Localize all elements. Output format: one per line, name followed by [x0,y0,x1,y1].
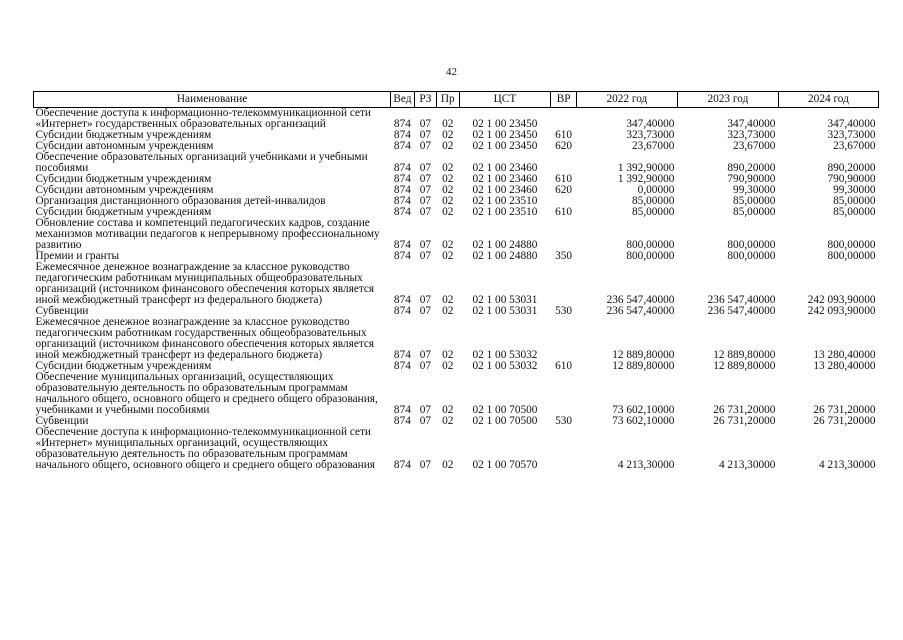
row-rz: 07 [419,162,431,174]
row-ved: 874 [393,206,411,218]
row-name: Обеспечение доступа к информационно-телекоммуникационной сети «Интернет» государственных образовательных организаций [35,107,371,130]
row-2023: 236 547,40000 [707,305,776,317]
row-pr: 02 [442,360,454,372]
row-rz: 07 [419,250,431,262]
row-vr: 610 [555,206,573,218]
row-2024: 23,67000 [833,140,876,152]
row-cst: 02 1 00 53031 [472,294,538,306]
row-rz: 07 [419,118,431,130]
header-ved: Вед [391,92,414,108]
row-rz: 07 [419,129,431,141]
row-rz: 07 [419,294,431,306]
row-vr [551,218,577,251]
row-2024: 890,20000 [827,162,876,174]
header-name: Наименование [34,92,391,108]
row-2022: 800,00000 [626,250,675,262]
row-name: Субсидии бюджетным учреждениям [35,173,212,185]
row-vr: 620 [555,140,573,152]
row-name: Обеспечение муниципальных организаций, осуществляющих образовательную деятельность по образовательным программам начального общего, основного общего и среднего общего образования, учебниками и учебными пособиями [35,371,378,416]
row-pr: 02 [442,173,454,185]
table-row [34,152,879,174]
row-cst: 02 1 00 53032 [472,360,538,372]
header-2024: 2024 год [778,92,878,108]
row-ved: 874 [393,305,411,317]
row-cst: 02 1 00 24880 [472,239,538,251]
row-name: Субвенции [35,305,89,317]
row-ved: 874 [393,173,411,185]
budget-table [33,91,879,471]
row-rz: 07 [419,415,431,427]
row-cst: 02 1 00 53031 [472,305,538,317]
header-2022: 2022 год [576,92,677,108]
row-ved: 874 [393,129,411,141]
table-body [34,108,879,472]
row-2023: 12 889,80000 [713,349,776,361]
row-2022: 23,67000 [632,140,675,152]
row-pr: 02 [442,206,454,218]
row-rz: 07 [419,173,431,185]
table-row [34,218,879,251]
row-2024: 85,00000 [833,206,876,218]
row-2022: 236 547,40000 [606,305,675,317]
row-2023: 12 889,80000 [713,360,776,372]
row-vr [551,317,577,361]
row-2024: 4 213,30000 [819,459,876,471]
row-2024: 800,00000 [827,250,876,262]
header-vr: ВР [551,92,577,108]
row-2024: 323,73000 [827,129,876,141]
row-cst: 02 1 00 23450 [472,118,538,130]
row-name: Обеспечение образовательных организаций учебниками и учебными пособиями [35,151,368,174]
row-rz: 07 [419,459,431,471]
row-2022: 1 392,90000 [617,162,675,174]
row-2023: 85,00000 [733,206,776,218]
row-name: Субсидии бюджетным учреждениям [35,129,212,141]
row-vr: 610 [555,129,573,141]
row-vr [551,152,577,174]
row-ved: 874 [393,162,411,174]
table-row [34,262,879,306]
row-pr: 02 [442,184,454,196]
row-vr: 610 [555,360,573,372]
row-pr: 02 [442,195,454,207]
row-ved: 874 [393,459,411,471]
row-ved: 874 [393,250,411,262]
row-2024: 13 280,40000 [813,360,876,372]
row-pr: 02 [442,118,454,130]
row-2024: 242 093,90000 [807,305,876,317]
row-pr: 02 [442,239,454,251]
row-cst: 02 1 00 24880 [472,250,538,262]
table-header-row [34,92,879,108]
row-pr: 02 [442,404,454,416]
row-cst: 02 1 00 23460 [472,173,538,185]
row-pr: 02 [442,459,454,471]
row-ved: 874 [393,415,411,427]
header-2023: 2023 год [677,92,778,108]
row-2023: 99,30000 [733,184,776,196]
row-2023: 790,90000 [727,173,776,185]
row-2024: 85,00000 [833,195,876,207]
row-2024: 13 280,40000 [813,349,876,361]
row-2022: 85,00000 [632,195,675,207]
row-cst: 02 1 00 70500 [472,404,538,416]
row-2022: 12 889,80000 [612,349,675,361]
row-2024: 800,00000 [827,239,876,251]
row-2023: 85,00000 [733,195,776,207]
row-2022: 73 602,10000 [612,415,675,427]
row-ved: 874 [393,239,411,251]
row-cst: 02 1 00 23460 [472,162,538,174]
table-row [34,372,879,416]
row-rz: 07 [419,349,431,361]
header-pr: Пр [437,92,459,108]
row-2024: 242 093,90000 [807,294,876,306]
row-vr [551,108,577,131]
row-2022: 4 213,30000 [617,459,675,471]
page-number: 42 [446,66,457,78]
row-2023: 236 547,40000 [707,294,776,306]
row-2022: 85,00000 [632,206,675,218]
row-2023: 323,73000 [727,129,776,141]
row-pr: 02 [442,129,454,141]
row-2024: 26 731,20000 [813,415,876,427]
row-pr: 02 [442,415,454,427]
row-cst: 02 1 00 23450 [472,129,538,141]
row-cst: 02 1 00 23460 [472,184,538,196]
row-pr: 02 [442,349,454,361]
row-2022: 0,00000 [637,184,675,196]
row-vr: 530 [555,415,573,427]
row-2023: 26 731,20000 [713,404,776,416]
row-pr: 02 [442,162,454,174]
row-2024: 99,30000 [833,184,876,196]
row-name: Организация дистанционного образования детей-инвалидов [35,195,326,207]
row-name: Субвенции [35,415,89,427]
row-2023: 800,00000 [727,250,776,262]
row-rz: 07 [419,404,431,416]
row-cst: 02 1 00 23510 [472,195,538,207]
row-vr [551,262,577,306]
row-name: Обновление состава и компетенций педагогических кадров, создание механизмов мотивации педагогов к непрерывному профессиональному развитию [35,217,380,251]
row-cst: 02 1 00 23450 [472,140,538,152]
row-ved: 874 [393,294,411,306]
row-2023: 23,67000 [733,140,776,152]
header-rz: РЗ [414,92,436,108]
row-2022: 73 602,10000 [612,404,675,416]
row-vr: 610 [555,173,573,185]
row-pr: 02 [442,140,454,152]
row-vr [551,372,577,416]
row-ved: 874 [393,360,411,372]
row-ved: 874 [393,184,411,196]
table-row [34,108,879,131]
row-ved: 874 [393,195,411,207]
row-cst: 02 1 00 23510 [472,206,538,218]
row-2024: 347,40000 [827,118,876,130]
row-name: Обеспечение доступа к информационно-телекоммуникационной сети «Интернет» муниципальных организаций, осуществляющих образовательную деятельность по образовательным программам начального общего, основного общего и среднего общего образования [35,426,375,471]
row-rz: 07 [419,239,431,251]
row-2024: 26 731,20000 [813,404,876,416]
row-name: Премии и гранты [35,250,120,262]
row-pr: 02 [442,250,454,262]
row-2022: 12 889,80000 [612,360,675,372]
table-row [34,317,879,361]
row-2022: 1 392,90000 [617,173,675,185]
row-2023: 4 213,30000 [718,459,776,471]
row-cst: 02 1 00 53032 [472,349,538,361]
row-vr: 620 [555,184,573,196]
row-name: Субсидии бюджетным учреждениям [35,206,212,218]
table-row [34,427,879,471]
row-pr: 02 [442,294,454,306]
row-vr: 530 [555,305,573,317]
row-rz: 07 [419,140,431,152]
row-2023: 347,40000 [727,118,776,130]
row-rz: 07 [419,206,431,218]
row-rz: 07 [419,360,431,372]
row-2022: 800,00000 [626,239,675,251]
row-2023: 26 731,20000 [713,415,776,427]
row-cst: 02 1 00 70500 [472,415,538,427]
row-rz: 07 [419,195,431,207]
row-rz: 07 [419,184,431,196]
row-vr [551,427,577,471]
row-2022: 236 547,40000 [606,294,675,306]
row-name: Субсидии бюджетным учреждениям [35,360,212,372]
row-2024: 790,90000 [827,173,876,185]
row-cst: 02 1 00 70570 [472,459,538,471]
row-vr: 350 [555,250,573,262]
row-name: Субсидии автономным учреждениям [35,184,214,196]
row-2023: 890,20000 [727,162,776,174]
row-ved: 874 [393,140,411,152]
row-name: Субсидии автономным учреждениям [35,140,214,152]
row-pr: 02 [442,305,454,317]
row-name: Ежемесячное денежное вознаграждение за классное руководство педагогическим работникам муниципальных общеобразовательных организаций (источником финансового обеспечения которых является иной межбюджетный трансферт из федерального бюджета) [35,261,375,306]
row-2023: 800,00000 [727,239,776,251]
row-ved: 874 [393,404,411,416]
row-ved: 874 [393,118,411,130]
row-2022: 323,73000 [626,129,675,141]
row-ved: 874 [393,349,411,361]
row-2022: 347,40000 [626,118,675,130]
header-cst: ЦСТ [459,92,551,108]
row-rz: 07 [419,305,431,317]
row-name: Ежемесячное денежное вознаграждение за классное руководство педагогическим работникам государственных общеобразовательных организаций (источником финансового обеспечения которых является иной межбюджетный трансферт из федерального бюджета) [35,316,375,361]
